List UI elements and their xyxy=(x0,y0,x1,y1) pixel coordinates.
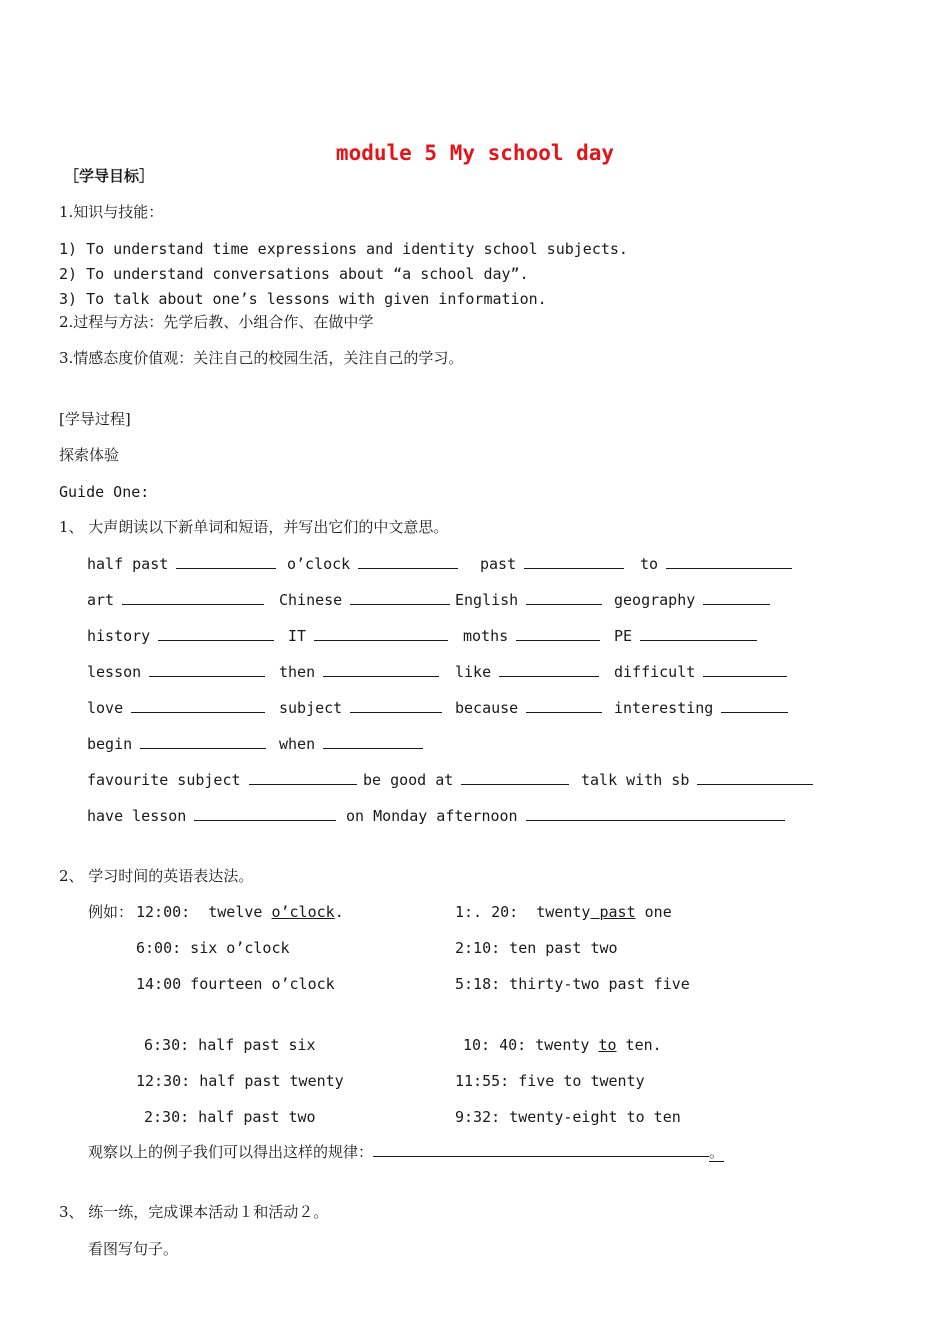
vocab-item: past xyxy=(480,554,624,573)
vocab-item: favourite subject xyxy=(87,770,357,789)
vocab-item: lesson xyxy=(87,662,265,681)
answer-blank[interactable] xyxy=(158,626,274,641)
vocab-item: difficult xyxy=(614,662,787,681)
vocab-item: IT xyxy=(288,626,448,645)
answer-blank[interactable] xyxy=(640,626,757,641)
time-example: 9:32: twenty-eight to ten xyxy=(455,1108,681,1126)
answer-blank[interactable] xyxy=(314,626,448,641)
vocab-item: talk with sb xyxy=(581,770,813,789)
time-example: 12:00: twelve o’clock. xyxy=(136,903,344,921)
vocab-item: o’clock xyxy=(287,554,458,573)
vocab-item: history xyxy=(87,626,274,645)
answer-blank[interactable] xyxy=(666,554,792,569)
process-heading: [学导过程] xyxy=(59,410,131,428)
time-example: 2:30: half past two xyxy=(144,1108,316,1126)
objective-item: 1) To understand time expressions and identity school subjects. xyxy=(59,240,628,258)
answer-blank[interactable] xyxy=(131,698,265,713)
answer-blank[interactable] xyxy=(526,590,602,605)
explore-heading: 探索体验 xyxy=(59,446,120,464)
objectives-heading: ［学导目标］ xyxy=(64,167,155,185)
vocab-item: interesting xyxy=(614,698,788,717)
time-example: 6:00: six o’clock xyxy=(136,939,290,957)
page-title: module 5 My school day xyxy=(335,141,615,165)
vocab-item: subject xyxy=(279,698,442,717)
objective-knowledge-heading: 1.知识与技能： xyxy=(59,203,164,221)
answer-blank[interactable] xyxy=(149,662,265,677)
answer-blank[interactable] xyxy=(176,554,276,569)
answer-blank[interactable] xyxy=(526,698,602,713)
vocab-item: art xyxy=(87,590,264,609)
look-and-write: 看图写句子。 xyxy=(88,1240,179,1258)
vocab-item: then xyxy=(279,662,439,681)
objective-item: 3) To talk about one’s lessons with given information. xyxy=(59,290,547,308)
vocab-item: on Monday afternoon xyxy=(346,806,785,825)
answer-blank[interactable] xyxy=(323,734,423,749)
vocab-item: geography xyxy=(614,590,770,609)
answer-blank[interactable] xyxy=(140,734,266,749)
example-label: 例如： xyxy=(88,903,134,921)
objective-item: 2) To understand conversations about “a school day”. xyxy=(59,265,529,283)
task2-instruction: 2、 学习时间的英语表达法。 xyxy=(59,867,254,885)
vocab-item: be good at xyxy=(363,770,569,789)
vocab-item: to xyxy=(640,554,792,573)
answer-blank[interactable] xyxy=(697,770,813,785)
time-example: 11:55: five to twenty xyxy=(455,1072,645,1090)
vocab-item: half past xyxy=(87,554,276,573)
vocab-item: PE xyxy=(614,626,757,645)
answer-blank[interactable] xyxy=(703,590,770,605)
vocab-item: have lesson xyxy=(87,806,336,825)
vocab-item: because xyxy=(455,698,602,717)
objective-process: 2.过程与方法：先学后教、小组合作、在做中学 xyxy=(59,313,374,331)
vocab-item: love xyxy=(87,698,265,717)
vocab-item: when xyxy=(279,734,423,753)
answer-blank[interactable] xyxy=(526,806,785,821)
vocab-item: moths xyxy=(463,626,600,645)
answer-blank[interactable] xyxy=(499,662,599,677)
answer-blank[interactable] xyxy=(516,626,600,641)
vocab-item: begin xyxy=(87,734,266,753)
task1-instruction: 1、 大声朗读以下新单词和短语，并写出它们的中文意思。 xyxy=(59,518,449,536)
time-example: 1:. 20: twenty past one xyxy=(455,903,672,921)
vocab-item: Chinese xyxy=(279,590,450,609)
rule-prompt: 观察以上的例子我们可以得出这样的规律： 。 xyxy=(88,1143,725,1161)
answer-blank[interactable] xyxy=(350,698,442,713)
guide-one-heading: Guide One: xyxy=(59,483,150,501)
objective-attitude: 3.情感态度价值观：关注自己的校园生活，关注自己的学习。 xyxy=(59,349,464,367)
rule-answer-blank[interactable] xyxy=(373,1142,709,1157)
time-example: 10: 40: twenty to ten. xyxy=(463,1036,662,1054)
answer-blank[interactable] xyxy=(524,554,624,569)
answer-blank[interactable] xyxy=(358,554,458,569)
time-example: 2:10: ten past two xyxy=(455,939,618,957)
answer-blank[interactable] xyxy=(122,590,264,605)
vocab-item: English xyxy=(455,590,602,609)
time-example: 5:18: thirty-two past five xyxy=(455,975,690,993)
time-example: 6:30: half past six xyxy=(144,1036,316,1054)
task3-instruction: 3、 练一练，完成课本活动１和活动２。 xyxy=(59,1203,329,1221)
vocab-item: like xyxy=(455,662,599,681)
time-example: 14:00 fourteen o’clock xyxy=(136,975,335,993)
answer-blank[interactable] xyxy=(461,770,569,785)
answer-blank[interactable] xyxy=(249,770,357,785)
answer-blank[interactable] xyxy=(194,806,336,821)
answer-blank[interactable] xyxy=(703,662,787,677)
answer-blank[interactable] xyxy=(350,590,450,605)
time-example: 12:30: half past twenty xyxy=(136,1072,344,1090)
answer-blank[interactable] xyxy=(721,698,788,713)
answer-blank[interactable] xyxy=(323,662,439,677)
